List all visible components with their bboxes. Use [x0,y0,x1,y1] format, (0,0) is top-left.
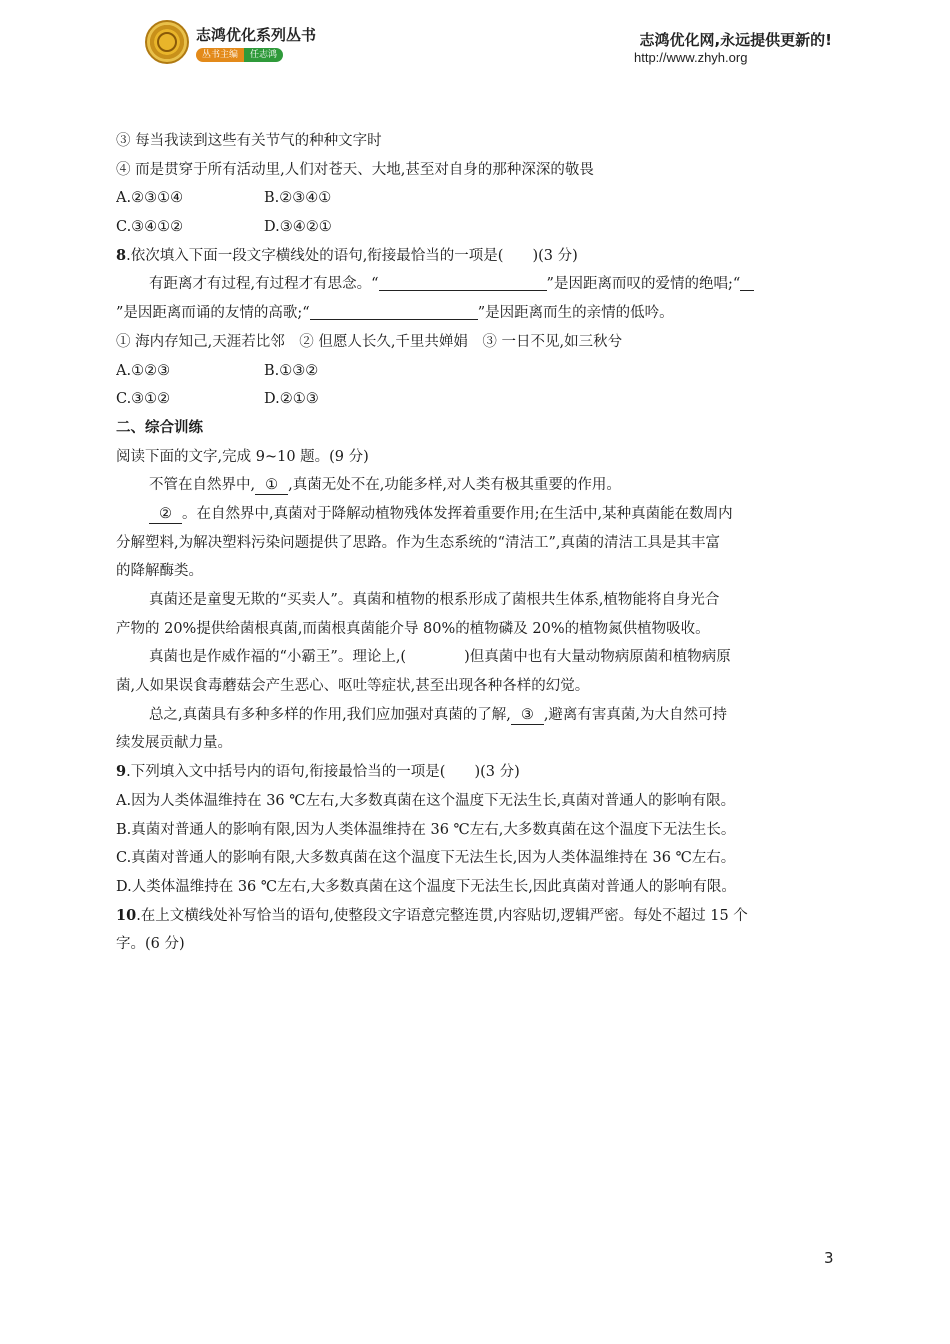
sentence-option-4: ④ 而是贯穿于所有活动里,人们对苍天、大地,甚至对自身的那种深深的敬畏 [116,161,594,178]
passage-p1 [116,471,838,500]
q9-stem-text: .下列填入文中括号内的语句,衔接最恰当的一项是( )(3 分) [126,764,520,781]
sentence-option-3: ③ 每当我读到这些有关节气的种种文字时 [116,133,382,149]
q7-option-d: D.③④②① [264,219,332,236]
p5-start: 总之,真菌具有多种多样的作用,我们应加强对真菌的了解, [149,706,511,723]
passage-p2-line-2: 分解塑料,为解决塑料污染问题提供了思路。作为生态系统的“清洁工”,真菌的清洁工具是其丰富 [116,534,721,551]
series-title: 志鸿优化系列丛书 [196,26,317,44]
passage-blank-1: ① [255,476,288,495]
section-heading: 二、综合训练 [116,418,203,436]
q7-option-a: A.②③①④ [116,190,184,207]
q8-option-b: B.①③② [264,362,319,379]
q9-number: 9 [116,763,127,781]
series-logo-seal [145,20,189,64]
site-slogan: 志鸿优化网,永远提供更新的! [639,31,832,49]
editor-label: 丛书主编 [196,48,244,62]
passage-blank-3: ③ [511,706,544,725]
q10-stem [116,902,838,931]
p2-text-a: 。在自然界中,真菌对于降解动植物残体发挥着重要作用;在生活中,某种真菌能在数周内 [182,505,733,522]
q9-stem [116,758,838,787]
passage-p3-line-1: 真菌还是童叟无欺的“买卖人”。真菌和植物的根系形成了菌根共生体系,植物能将自身光合 [149,592,720,608]
q8-options-row-1 [116,357,838,386]
document-body [116,127,838,959]
p1-end: ,真菌无处不在,功能多样,对人类有极其重要的作用。 [288,477,621,494]
editor-badge [196,48,283,62]
q8-passage-mid: ”是因距离而叹的爱情的绝唱;“ [546,276,741,293]
q8-blank-2a [740,274,754,291]
q8-stem [116,242,838,271]
passage-p4-line-2: 菌,人如果误食毒蘑菇会产生恶心、呕吐等症状,甚至出现各种各样的幻觉。 [116,678,590,695]
q7-options-row-2 [116,213,838,242]
q10-number: 10 [116,906,137,924]
q9-option-a: A.因为人类体温维持在 36 ℃左右,大多数真菌在这个温度下无法生长,真菌对普通人的影响有限。 [116,792,736,809]
site-url: http://www.zhyh.org [634,50,748,65]
q8-stem-text: .依次填入下面一段文字横线处的语句,衔接最恰当的一项是( )(3 分) [126,247,578,264]
q8-blank-1 [379,274,547,291]
q8-option-d: D.②①③ [264,391,319,408]
page-number: 3 [824,1249,834,1267]
q8-passage-cont: ”是因距离而诵的友情的高歌;“ [116,305,310,322]
q8-passage-line-2 [116,299,838,328]
q7-option-c: C.③④①② [116,219,184,236]
passage-blank-2: ② [149,505,182,524]
reading-intro: 阅读下面的文字,完成 9~10 题。(9 分) [116,448,369,465]
passage-p5-line-2: 续发展贡献力量。 [116,735,232,752]
passage-p2-line-3: 的降解酶类。 [116,563,203,580]
passage-p4-line-1: 真菌也是作威作福的“小霸王”。理论上,( )但真菌中也有大量动物病原菌和植物病原 [149,649,731,666]
q9-option-d: D.人类体温维持在 36 ℃左右,大多数真菌在这个温度下无法生长,因此真菌对普通人的影响有限。 [116,878,736,895]
p5-end: ,避离有害真菌,为大自然可持 [543,706,728,723]
q8-options-row-2 [116,385,838,414]
q8-passage-start: 有距离才有过程,有过程才有思念。“ [149,276,379,293]
q9-option-c: C.真菌对普通人的影响有限,大多数真菌在这个温度下无法生长,因为人类体温维持在 36 ℃左右。 [116,850,736,867]
q7-option-b: B.②③④① [264,190,332,207]
q9-option-b: B.真菌对普通人的影响有限,因为人类体温维持在 36 ℃左右,大多数真菌在这个温度下无法生长。 [116,821,736,838]
q8-passage-line-1 [116,270,838,299]
q10-stem-text: .在上文横线处补写恰当的语句,使整段文字语意完整连贯,内容贴切,逻辑严密。每处不超过 15 个 [136,907,748,924]
q8-blank-3 [310,303,478,320]
q7-options-row-1 [116,184,838,213]
q8-option-a: A.①②③ [116,362,171,379]
passage-p3-line-2: 产物的 20%提供给菌根真菌,而菌根真菌能介导 80%的植物磷及 20%的植物氮供植物吸收。 [116,620,710,637]
passage-p2-line-1 [116,500,838,529]
q8-passage-end: ”是因距离而生的亲情的低吟。 [477,305,674,322]
q10-stem-cont: 字。(6 分) [116,936,185,953]
p1-start: 不管在自然界中, [149,477,256,494]
editor-name: 任志鸿 [244,48,283,62]
passage-p5-line-1 [116,701,838,730]
q8-choices: ① 海内存知己,天涯若比邻 ② 但愿人长久,千里共婵娟 ③ 一日不见,如三秋兮 [116,333,623,350]
q8-number: 8 [116,246,127,264]
q8-option-c: C.③①② [116,391,171,408]
page-header [0,0,950,90]
